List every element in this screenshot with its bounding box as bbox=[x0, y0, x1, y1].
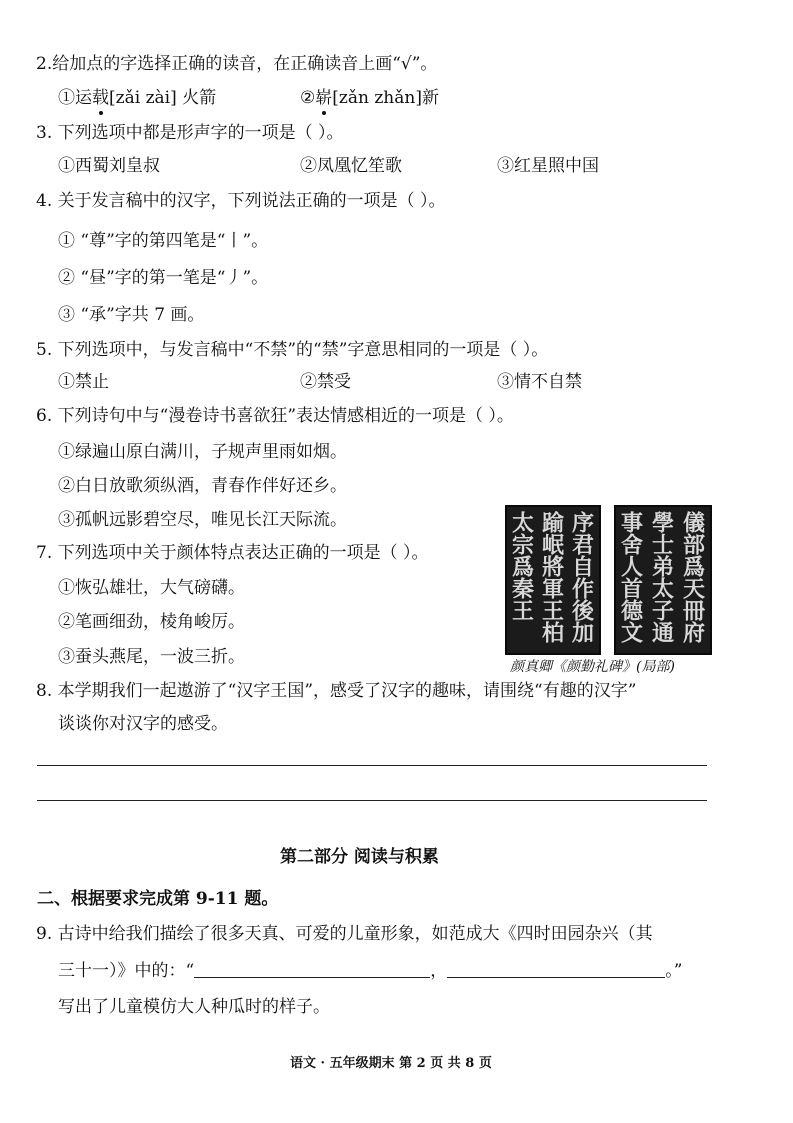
q5-option-3: ③情不自禁 bbox=[497, 372, 582, 392]
page-footer: 语文 · 五年级期末 第 2 页 共 8 页 bbox=[290, 1056, 492, 1071]
rubbing-left-col-2-text: 踰岷將軍王柏 bbox=[538, 511, 565, 643]
section-two-title: 二、根据要求完成第 9-11 题。 bbox=[37, 889, 279, 909]
rubbing-caption: 颜真卿《颜勤礼碑》(局部) bbox=[510, 659, 675, 675]
calligraphy-rubbing-right bbox=[614, 505, 712, 655]
q9-line-2-pre: 三十一）》中的：“ bbox=[58, 961, 195, 981]
q2-option-1-dotted-char: 载 bbox=[92, 88, 109, 108]
q8-answer-line-1[interactable] bbox=[37, 765, 707, 766]
q6-option-3: ③孤帆远影碧空尽，唯见长江天际流。 bbox=[58, 510, 347, 530]
q4-option-1: ① “尊”字的第四笔是“丨”。 bbox=[58, 231, 269, 251]
calligraphy-rubbing-left bbox=[505, 505, 601, 655]
q9-blank-2[interactable] bbox=[447, 959, 665, 978]
q2-option-1-pre: ①运 bbox=[58, 88, 92, 108]
q9-line-2-mid: ， bbox=[430, 961, 448, 981]
rubbing-left-col-1-text: 序君自作後加 bbox=[568, 511, 595, 643]
q2-stem: 2.给加点的字选择正确的读音，在正确读音上画“√”。 bbox=[36, 54, 438, 74]
q9-line-2 bbox=[58, 959, 682, 983]
rubbing-left-col-3-text: 太宗爲秦王 bbox=[508, 511, 535, 621]
q9-line-1: 9. 古诗中给我们描绘了很多天真、可爱的儿童形象，如范成大《四时田园杂兴（其 bbox=[36, 924, 653, 944]
q3-stem: 3. 下列选项中都是形声字的一项是（ ）。 bbox=[36, 123, 344, 143]
q4-option-3: ③ “承”字共 7 画。 bbox=[58, 305, 205, 325]
q3-option-3: ③红星照中国 bbox=[497, 156, 599, 176]
q7-option-3: ③蚕头燕尾，一波三折。 bbox=[58, 647, 245, 667]
rubbing-left-col-3 bbox=[507, 511, 535, 621]
q5-stem: 5. 下列选项中，与发言稿中“不禁”的“禁”字意思相同的一项是（ ）。 bbox=[36, 340, 549, 360]
q7-stem: 7. 下列选项中关于颜体特点表达正确的一项是（ ）。 bbox=[36, 543, 429, 563]
q5-option-1: ①禁止 bbox=[58, 372, 109, 392]
q8-answer-line-2[interactable] bbox=[37, 800, 707, 801]
q2-option-2-pre: ② bbox=[300, 88, 316, 108]
q2-option-2-post: [zǎn zhǎn]新 bbox=[332, 88, 439, 108]
rubbing-right-col-1-text: 儀部爲天冊府 bbox=[679, 511, 706, 643]
rubbing-right-col-3-text: 事舍人首德文 bbox=[617, 511, 644, 643]
q4-stem: 4. 关于发言稿中的汉字，下列说法正确的一项是（ ）。 bbox=[36, 191, 446, 211]
q2-option-1-post: [zǎi zài] 火箭 bbox=[109, 88, 217, 108]
q8-stem-line-2: 谈谈你对汉字的感受。 bbox=[58, 714, 228, 734]
rubbing-left-col-2 bbox=[537, 511, 565, 643]
rubbing-right-col-2 bbox=[647, 511, 675, 643]
q4-option-2: ② “昼”字的第一笔是“丿”。 bbox=[58, 268, 269, 288]
rubbing-right-col-3 bbox=[616, 511, 644, 643]
q7-option-1: ①恢弘雄壮，大气磅礴。 bbox=[58, 578, 245, 598]
q2-option-1 bbox=[58, 86, 216, 110]
rubbing-left-col-1 bbox=[567, 511, 595, 643]
q7-option-2: ②笔画细劲，棱角峻厉。 bbox=[58, 612, 245, 632]
rubbing-right-col-2-text: 學士弟太子通 bbox=[648, 511, 675, 643]
q9-line-2-post: 。” bbox=[665, 961, 683, 981]
part-two-title: 第二部分 阅读与积累 bbox=[280, 847, 439, 867]
q6-option-1: ①绿遍山原白满川，子规声里雨如烟。 bbox=[58, 442, 347, 462]
q2-option-2 bbox=[300, 86, 439, 110]
q3-option-2: ②凤凰忆笙歌 bbox=[300, 156, 402, 176]
q6-option-2: ②白日放歌须纵酒，青春作伴好还乡。 bbox=[58, 476, 347, 496]
q3-option-1: ①西蜀刘皇叔 bbox=[58, 156, 160, 176]
q2-option-2-dotted-char: 崭 bbox=[315, 88, 333, 108]
q6-stem: 6. 下列诗句中与“漫卷诗书喜欲狂”表达情感相近的一项是（ ）。 bbox=[36, 406, 514, 426]
q8-stem-line-1: 8. 本学期我们一起遨游了“汉字王国”，感受了汉字的趣味，请围绕“有趣的汉字” bbox=[36, 681, 637, 701]
q5-option-2: ②禁受 bbox=[300, 372, 351, 392]
q9-blank-1[interactable] bbox=[194, 959, 430, 978]
rubbing-right-col-1 bbox=[678, 511, 706, 643]
q9-line-3: 写出了儿童模仿大人种瓜时的样子。 bbox=[58, 997, 330, 1017]
